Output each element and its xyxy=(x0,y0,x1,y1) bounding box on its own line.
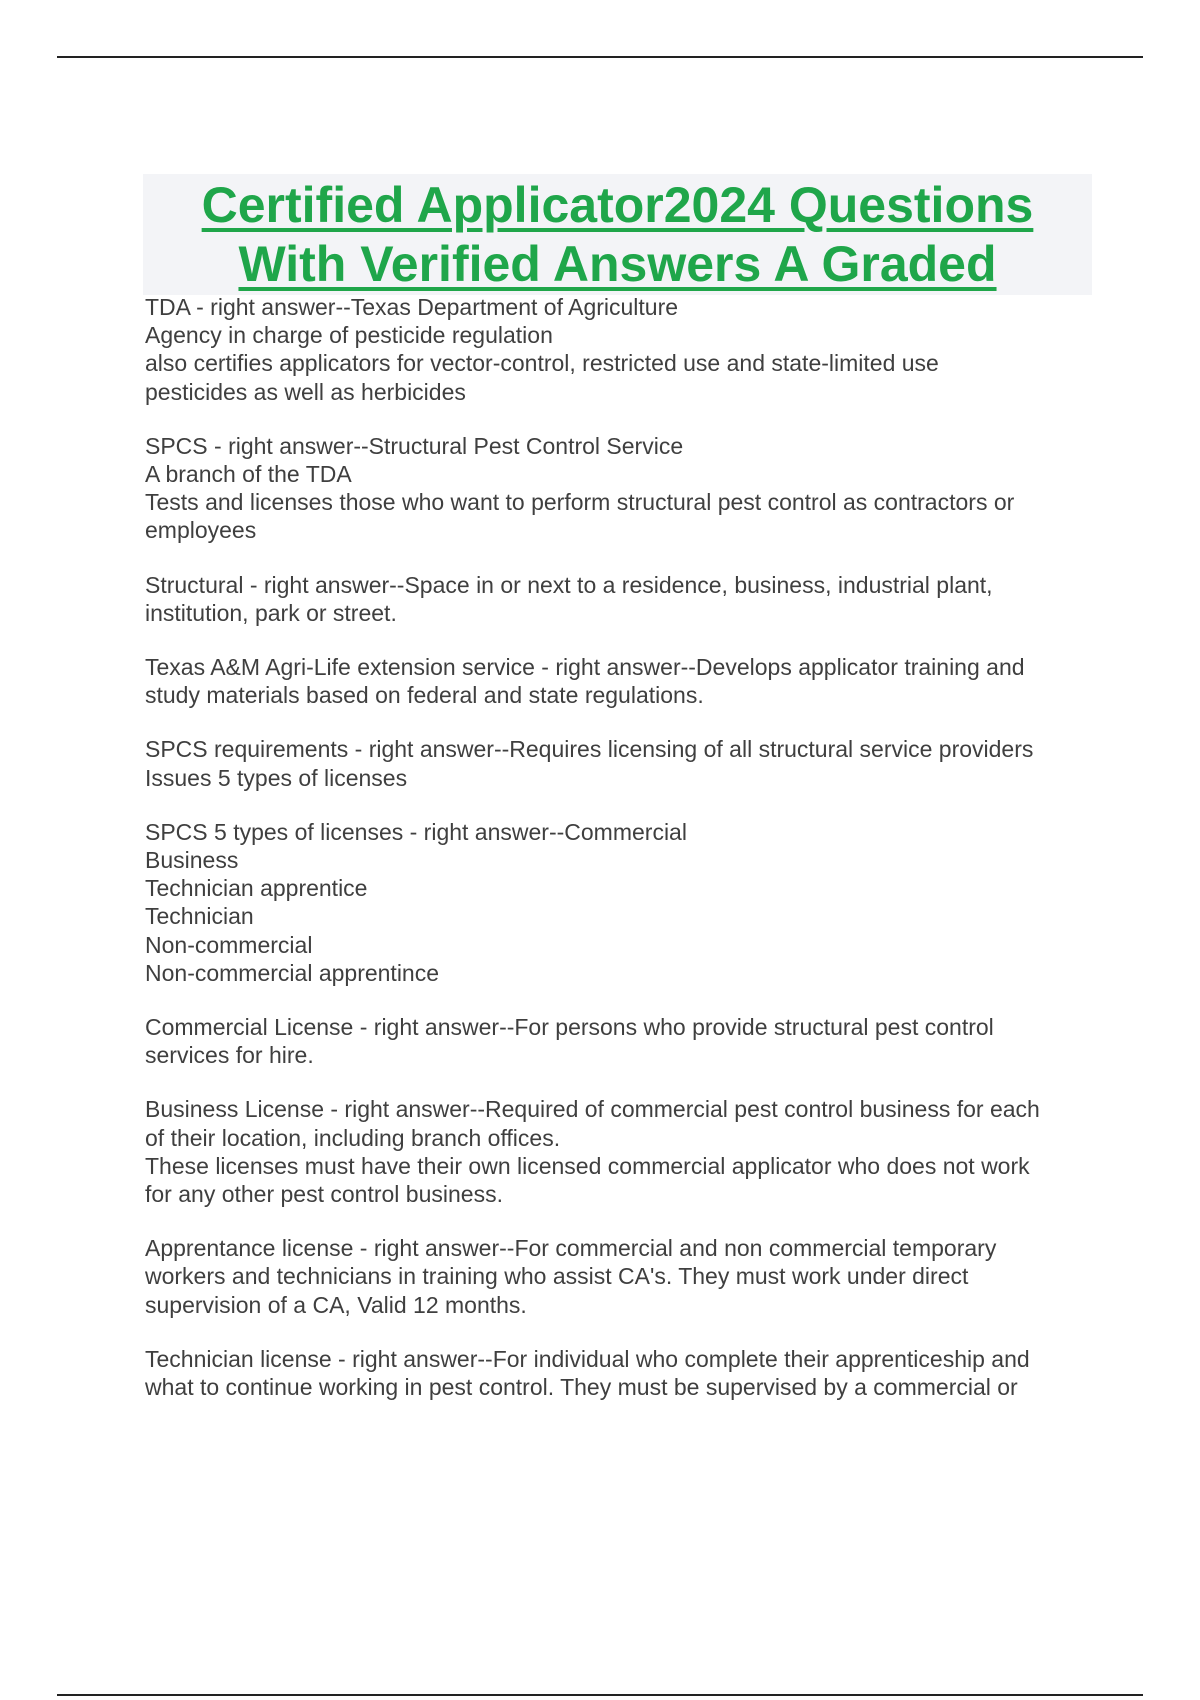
qa-entry xyxy=(145,293,1105,406)
qa-answer-line: study materials based on federal and state regulations. xyxy=(145,682,704,709)
qa-answer-line: for any other pest control business. xyxy=(145,1181,503,1208)
qa-answer-line: A branch of the TDA xyxy=(145,461,352,488)
qa-answer-line: These licenses must have their own licensed commercial applicator who does not work xyxy=(145,1152,1030,1179)
qa-answer-line: also certifies applicators for vector-control, restricted use and state-limited use xyxy=(145,350,939,377)
title-line-2: With Verified Answers A Graded xyxy=(238,236,997,292)
qa-answer-line: Technician xyxy=(145,903,254,930)
header-rule xyxy=(57,56,1143,58)
qa-term-line: Business License - right answer--Required of commercial pest control business for each xyxy=(145,1096,1040,1123)
qa-entry xyxy=(145,818,1105,987)
footer-rule xyxy=(57,1694,1143,1696)
qa-entry xyxy=(145,432,1105,545)
qa-answer-line: Issues 5 types of licenses xyxy=(145,764,408,791)
qa-list xyxy=(145,293,1105,1427)
qa-term-line: Structural - right answer--Space in or next to a residence, business, industrial plant, xyxy=(145,571,993,598)
title-line-1: Certified Applicator2024 Questions xyxy=(201,177,1034,233)
qa-answer-line: Business xyxy=(145,847,239,874)
qa-entry xyxy=(145,1345,1105,1401)
qa-entry xyxy=(145,1234,1105,1319)
qa-answer-line: Technician apprentice xyxy=(145,875,368,902)
qa-answer-line: what to continue working in pest control. They must be supervised by a commercial or xyxy=(145,1374,1018,1401)
qa-answer-line: workers and technicians in training who assist CA's. They must work under direct xyxy=(145,1263,969,1290)
qa-answer-line: institution, park or street. xyxy=(145,599,397,626)
qa-term-line: Apprentance license - right answer--For commercial and non commercial temporary xyxy=(145,1235,997,1262)
qa-entry xyxy=(145,653,1105,709)
qa-answer-line: Non-commercial apprentince xyxy=(145,959,440,986)
qa-term-line: Commercial License - right answer--For persons who provide structural pest control xyxy=(145,1014,994,1041)
qa-answer-line: of their location, including branch offices. xyxy=(145,1124,561,1151)
qa-entry xyxy=(145,1013,1105,1069)
qa-term-line: SPCS - right answer--Structural Pest Control Service xyxy=(145,432,684,459)
document-title xyxy=(143,176,1092,294)
qa-answer-line: services for hire. xyxy=(145,1042,314,1069)
qa-answer-line: employees xyxy=(145,517,257,544)
qa-answer-line: Agency in charge of pesticide regulation xyxy=(145,322,553,349)
qa-answer-line: Non-commercial xyxy=(145,931,313,958)
qa-answer-line: supervision of a CA, Valid 12 months. xyxy=(145,1291,527,1318)
qa-entry xyxy=(145,571,1105,627)
qa-term-line: Technician license - right answer--For individual who complete their apprenticeship and xyxy=(145,1345,1030,1372)
qa-term-line: TDA - right answer--Texas Department of Agriculture xyxy=(145,294,679,320)
qa-entry xyxy=(145,735,1105,791)
qa-term-line: SPCS 5 types of licenses - right answer--Commercial xyxy=(145,818,687,845)
qa-term-line: SPCS requirements - right answer--Requires licensing of all structural service providers xyxy=(145,736,1034,763)
qa-answer-line: Tests and licenses those who want to perform structural pest control as contractors or xyxy=(145,489,1015,516)
qa-answer-line: pesticides as well as herbicides xyxy=(145,378,466,405)
qa-entry xyxy=(145,1095,1105,1208)
qa-term-line: Texas A&M Agri-Life extension service - right answer--Develops applicator training and xyxy=(145,654,1025,681)
